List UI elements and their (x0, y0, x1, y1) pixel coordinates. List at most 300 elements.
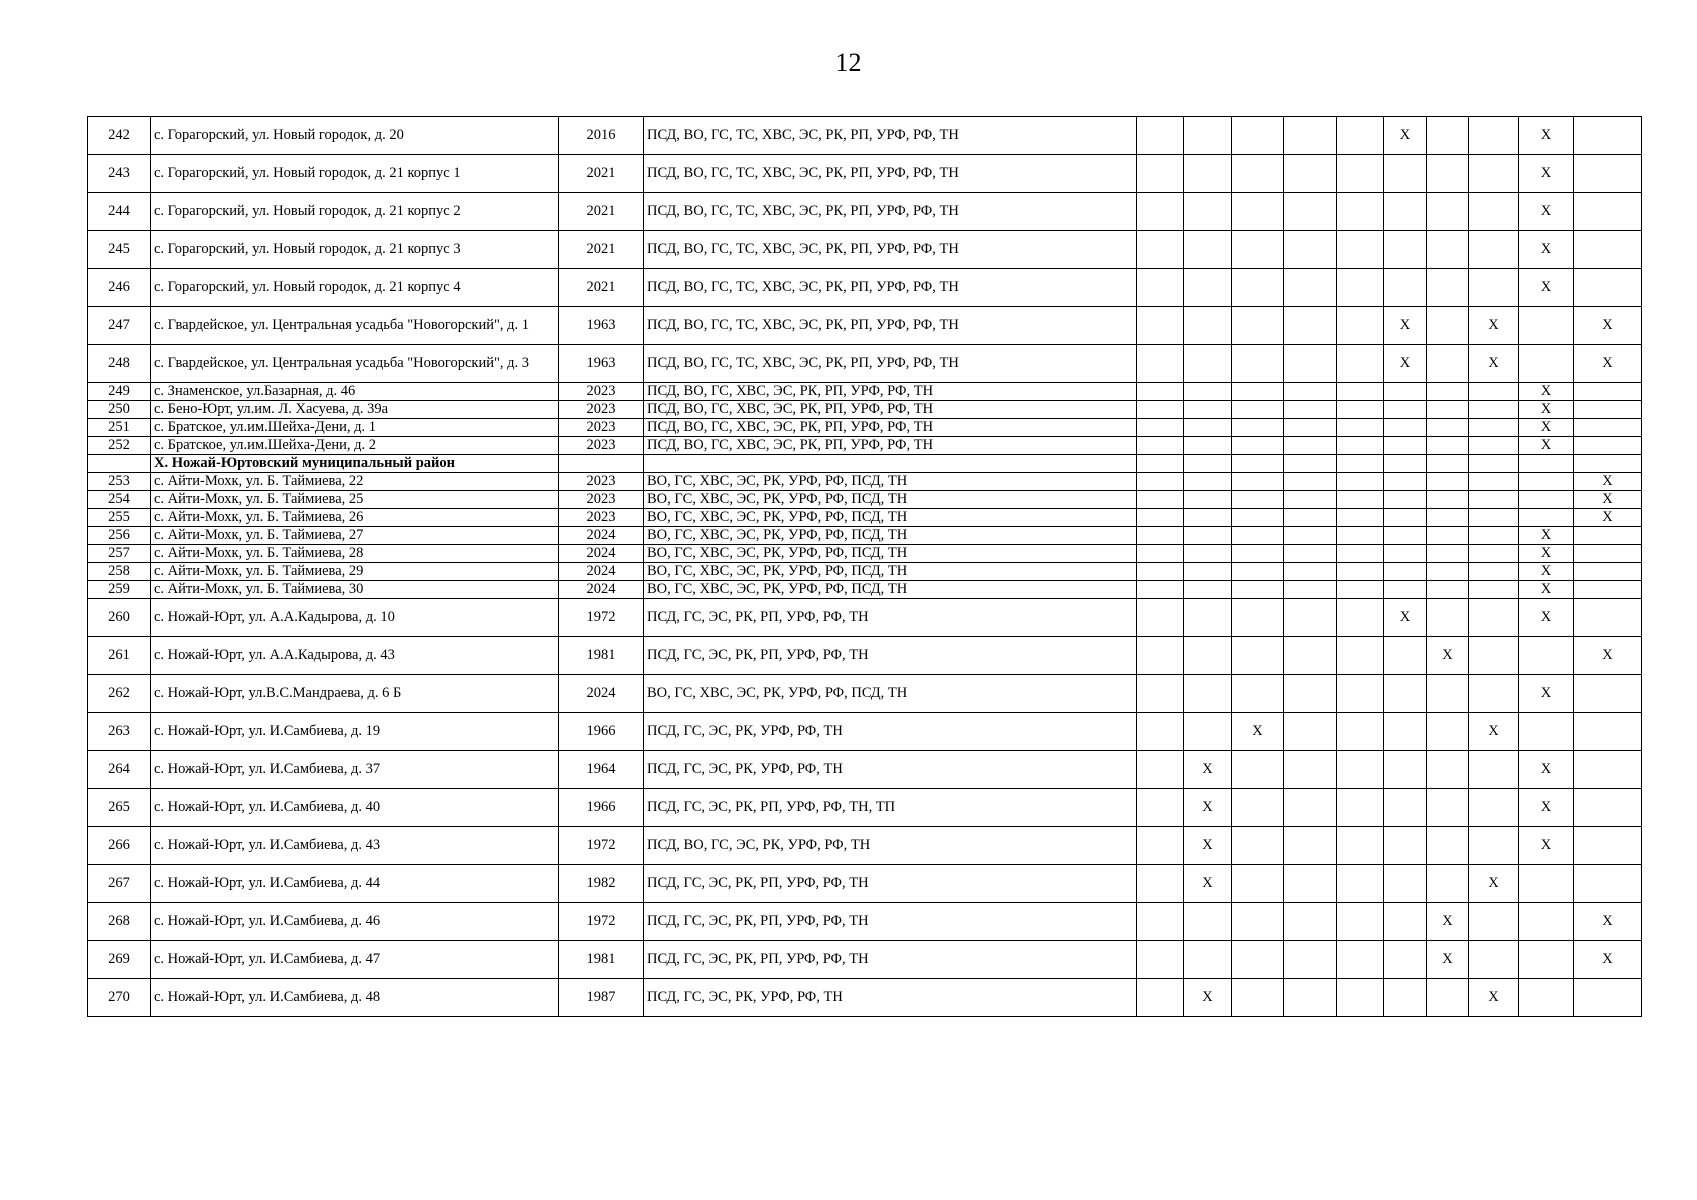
row-systems: ПСД, ГС, ЭС, РК, УРФ, РФ, ТН (644, 713, 1137, 751)
mark-cell-5 (1337, 269, 1384, 307)
mark-cell-4 (1284, 401, 1337, 419)
mark-cell-5 (1337, 545, 1384, 563)
table-row (88, 117, 1642, 155)
mark-cell-1 (1137, 563, 1184, 581)
mark-cell-10 (1574, 527, 1642, 545)
mark-cell-4 (1284, 789, 1337, 827)
section-num-cell (88, 455, 151, 473)
mark-cell-9: X (1519, 599, 1574, 637)
mark-cell-7: X (1427, 941, 1469, 979)
mark-cell-1 (1137, 473, 1184, 491)
mark-cell-10 (1574, 599, 1642, 637)
mark-cell-4 (1284, 383, 1337, 401)
section-empty-cell (559, 455, 644, 473)
mark-cell-9 (1519, 903, 1574, 941)
row-year: 1963 (559, 345, 644, 383)
section-empty-cell (1337, 455, 1384, 473)
mark-cell-9 (1519, 865, 1574, 903)
table-row (88, 903, 1642, 941)
row-year: 1972 (559, 903, 644, 941)
mark-cell-7 (1427, 231, 1469, 269)
row-number: 253 (88, 473, 151, 491)
row-number: 252 (88, 437, 151, 455)
row-systems: ПСД, ВО, ГС, ХВС, ЭС, РК, РП, УРФ, РФ, ТН (644, 383, 1137, 401)
mark-cell-4 (1284, 491, 1337, 509)
row-systems: ПСД, ВО, ГС, ТС, ХВС, ЭС, РК, РП, УРФ, РФ, ТН (644, 307, 1137, 345)
mark-cell-7 (1427, 419, 1469, 437)
page-number: 12 (835, 48, 862, 77)
mark-cell-10 (1574, 563, 1642, 581)
mark-cell-3 (1232, 751, 1284, 789)
row-year: 2021 (559, 155, 644, 193)
mark-cell-9: X (1519, 401, 1574, 419)
mark-cell-6: X (1384, 599, 1427, 637)
row-number: 258 (88, 563, 151, 581)
row-year: 2021 (559, 269, 644, 307)
row-year: 2021 (559, 193, 644, 231)
mark-cell-9: X (1519, 675, 1574, 713)
mark-cell-10: X (1574, 491, 1642, 509)
mark-cell-5 (1337, 581, 1384, 599)
mark-cell-10 (1574, 713, 1642, 751)
housing-registry-table (87, 116, 1642, 1017)
mark-cell-10 (1574, 581, 1642, 599)
mark-cell-7 (1427, 527, 1469, 545)
row-year: 1963 (559, 307, 644, 345)
mark-cell-7 (1427, 401, 1469, 419)
row-number: 261 (88, 637, 151, 675)
mark-cell-1 (1137, 903, 1184, 941)
mark-cell-6 (1384, 509, 1427, 527)
row-systems: ВО, ГС, ХВС, ЭС, РК, УРФ, РФ, ПСД, ТН (644, 545, 1137, 563)
mark-cell-2 (1184, 155, 1232, 193)
mark-cell-4 (1284, 675, 1337, 713)
row-number: 244 (88, 193, 151, 231)
mark-cell-5 (1337, 527, 1384, 545)
mark-cell-3 (1232, 827, 1284, 865)
row-year: 2024 (559, 581, 644, 599)
row-systems: ВО, ГС, ХВС, ЭС, РК, УРФ, РФ, ПСД, ТН (644, 491, 1137, 509)
row-systems: ПСД, ВО, ГС, ТС, ХВС, ЭС, РК, РП, УРФ, РФ, ТН (644, 155, 1137, 193)
row-address: с. Ножай-Юрт, ул. И.Самбиева, д. 44 (151, 865, 559, 903)
row-address: с. Ножай-Юрт, ул. И.Самбиева, д. 48 (151, 979, 559, 1017)
mark-cell-4 (1284, 307, 1337, 345)
mark-cell-10 (1574, 117, 1642, 155)
mark-cell-5 (1337, 401, 1384, 419)
mark-cell-9 (1519, 713, 1574, 751)
mark-cell-1 (1137, 979, 1184, 1017)
mark-cell-7 (1427, 345, 1469, 383)
mark-cell-8 (1469, 827, 1519, 865)
mark-cell-5 (1337, 509, 1384, 527)
row-address: с. Ножай-Юрт, ул. А.А.Кадырова, д. 10 (151, 599, 559, 637)
mark-cell-4 (1284, 509, 1337, 527)
mark-cell-4 (1284, 345, 1337, 383)
section-row (88, 455, 1642, 473)
mark-cell-10 (1574, 865, 1642, 903)
mark-cell-8 (1469, 545, 1519, 563)
row-address: с. Гвардейское, ул. Центральная усадьба "Новогорский", д. 1 (151, 307, 559, 345)
mark-cell-1 (1137, 827, 1184, 865)
mark-cell-10: X (1574, 941, 1642, 979)
mark-cell-1 (1137, 941, 1184, 979)
row-year: 2024 (559, 527, 644, 545)
mark-cell-7 (1427, 865, 1469, 903)
mark-cell-1 (1137, 581, 1184, 599)
row-systems: ВО, ГС, ХВС, ЭС, РК, УРФ, РФ, ПСД, ТН (644, 675, 1137, 713)
mark-cell-7 (1427, 383, 1469, 401)
mark-cell-4 (1284, 563, 1337, 581)
mark-cell-5 (1337, 941, 1384, 979)
mark-cell-8 (1469, 751, 1519, 789)
mark-cell-3 (1232, 491, 1284, 509)
mark-cell-10 (1574, 155, 1642, 193)
mark-cell-2 (1184, 345, 1232, 383)
mark-cell-8 (1469, 401, 1519, 419)
mark-cell-6 (1384, 903, 1427, 941)
mark-cell-6 (1384, 865, 1427, 903)
mark-cell-5 (1337, 345, 1384, 383)
mark-cell-9 (1519, 473, 1574, 491)
section-empty-cell (1519, 455, 1574, 473)
mark-cell-2: X (1184, 789, 1232, 827)
row-year: 2023 (559, 509, 644, 527)
mark-cell-3 (1232, 419, 1284, 437)
mark-cell-5 (1337, 675, 1384, 713)
row-year: 1966 (559, 713, 644, 751)
mark-cell-7 (1427, 581, 1469, 599)
mark-cell-10: X (1574, 637, 1642, 675)
mark-cell-6 (1384, 231, 1427, 269)
mark-cell-9: X (1519, 581, 1574, 599)
mark-cell-3 (1232, 599, 1284, 637)
row-year: 1972 (559, 827, 644, 865)
mark-cell-1 (1137, 437, 1184, 455)
row-address: с. Горагорский, ул. Новый городок, д. 21 корпус 2 (151, 193, 559, 231)
row-number: 248 (88, 345, 151, 383)
mark-cell-6 (1384, 155, 1427, 193)
mark-cell-4 (1284, 155, 1337, 193)
row-systems: ПСД, ГС, ЭС, РК, РП, УРФ, РФ, ТН (644, 903, 1137, 941)
mark-cell-5 (1337, 979, 1384, 1017)
row-number: 256 (88, 527, 151, 545)
row-number: 263 (88, 713, 151, 751)
mark-cell-10 (1574, 419, 1642, 437)
row-year: 2023 (559, 383, 644, 401)
mark-cell-1 (1137, 155, 1184, 193)
row-year: 2021 (559, 231, 644, 269)
mark-cell-5 (1337, 713, 1384, 751)
row-year: 2023 (559, 437, 644, 455)
mark-cell-9 (1519, 307, 1574, 345)
mark-cell-3 (1232, 193, 1284, 231)
section-empty-cell (1574, 455, 1642, 473)
mark-cell-10 (1574, 401, 1642, 419)
row-number: 255 (88, 509, 151, 527)
row-year: 1987 (559, 979, 644, 1017)
mark-cell-10: X (1574, 903, 1642, 941)
mark-cell-2 (1184, 401, 1232, 419)
table-row (88, 865, 1642, 903)
row-systems: ПСД, ГС, ЭС, РК, РП, УРФ, РФ, ТН (644, 599, 1137, 637)
mark-cell-2 (1184, 581, 1232, 599)
mark-cell-5 (1337, 473, 1384, 491)
section-empty-cell (1427, 455, 1469, 473)
row-number: 266 (88, 827, 151, 865)
mark-cell-9 (1519, 345, 1574, 383)
mark-cell-4 (1284, 117, 1337, 155)
mark-cell-3 (1232, 563, 1284, 581)
mark-cell-8 (1469, 117, 1519, 155)
row-number: 251 (88, 419, 151, 437)
mark-cell-4 (1284, 979, 1337, 1017)
mark-cell-8 (1469, 637, 1519, 675)
mark-cell-5 (1337, 865, 1384, 903)
mark-cell-3 (1232, 117, 1284, 155)
mark-cell-6 (1384, 581, 1427, 599)
mark-cell-4 (1284, 269, 1337, 307)
mark-cell-2 (1184, 527, 1232, 545)
row-year: 1966 (559, 789, 644, 827)
row-address: с. Ножай-Юрт, ул. И.Самбиева, д. 46 (151, 903, 559, 941)
row-address: с. Горагорский, ул. Новый городок, д. 21 корпус 1 (151, 155, 559, 193)
mark-cell-8 (1469, 903, 1519, 941)
mark-cell-8 (1469, 581, 1519, 599)
mark-cell-9 (1519, 637, 1574, 675)
mark-cell-3 (1232, 473, 1284, 491)
mark-cell-2 (1184, 383, 1232, 401)
mark-cell-5 (1337, 307, 1384, 345)
mark-cell-5 (1337, 231, 1384, 269)
mark-cell-3 (1232, 437, 1284, 455)
mark-cell-1 (1137, 751, 1184, 789)
mark-cell-8: X (1469, 979, 1519, 1017)
mark-cell-3 (1232, 345, 1284, 383)
mark-cell-2 (1184, 307, 1232, 345)
mark-cell-5 (1337, 491, 1384, 509)
row-address: с. Горагорский, ул. Новый городок, д. 21 корпус 3 (151, 231, 559, 269)
row-address: с. Ножай-Юрт, ул. И.Самбиева, д. 19 (151, 713, 559, 751)
mark-cell-9: X (1519, 193, 1574, 231)
row-year: 2024 (559, 675, 644, 713)
mark-cell-2 (1184, 545, 1232, 563)
table-row (88, 545, 1642, 563)
table-row (88, 827, 1642, 865)
row-year: 2023 (559, 473, 644, 491)
mark-cell-9 (1519, 509, 1574, 527)
row-year: 1964 (559, 751, 644, 789)
mark-cell-2 (1184, 903, 1232, 941)
section-empty-cell (644, 455, 1137, 473)
mark-cell-7: X (1427, 637, 1469, 675)
mark-cell-3 (1232, 789, 1284, 827)
row-address: с. Бено-Юрт, ул.им. Л. Хасуева, д. 39а (151, 401, 559, 419)
mark-cell-1 (1137, 527, 1184, 545)
mark-cell-1 (1137, 509, 1184, 527)
mark-cell-6 (1384, 941, 1427, 979)
row-address: с. Ножай-Юрт, ул. А.А.Кадырова, д. 43 (151, 637, 559, 675)
mark-cell-2 (1184, 473, 1232, 491)
mark-cell-3: X (1232, 713, 1284, 751)
mark-cell-7 (1427, 491, 1469, 509)
row-systems: ПСД, ВО, ГС, ХВС, ЭС, РК, РП, УРФ, РФ, ТН (644, 419, 1137, 437)
table-row (88, 509, 1642, 527)
mark-cell-1 (1137, 269, 1184, 307)
mark-cell-9: X (1519, 269, 1574, 307)
mark-cell-5 (1337, 437, 1384, 455)
mark-cell-4 (1284, 545, 1337, 563)
mark-cell-6 (1384, 713, 1427, 751)
mark-cell-10: X (1574, 345, 1642, 383)
mark-cell-7 (1427, 307, 1469, 345)
section-empty-cell (1137, 455, 1184, 473)
mark-cell-9: X (1519, 383, 1574, 401)
row-address: с. Ножай-Юрт, ул. И.Самбиева, д. 43 (151, 827, 559, 865)
mark-cell-5 (1337, 637, 1384, 675)
row-number: 265 (88, 789, 151, 827)
row-systems: ПСД, ВО, ГС, ТС, ХВС, ЭС, РК, РП, УРФ, РФ, ТН (644, 345, 1137, 383)
mark-cell-8 (1469, 437, 1519, 455)
mark-cell-1 (1137, 117, 1184, 155)
row-number: 249 (88, 383, 151, 401)
mark-cell-2: X (1184, 865, 1232, 903)
mark-cell-4 (1284, 581, 1337, 599)
mark-cell-4 (1284, 193, 1337, 231)
mark-cell-10 (1574, 545, 1642, 563)
mark-cell-3 (1232, 941, 1284, 979)
mark-cell-8 (1469, 193, 1519, 231)
row-address: с. Айти-Мохк, ул. Б. Таймиева, 29 (151, 563, 559, 581)
mark-cell-3 (1232, 231, 1284, 269)
mark-cell-9 (1519, 941, 1574, 979)
table-row (88, 563, 1642, 581)
mark-cell-4 (1284, 419, 1337, 437)
row-number: 250 (88, 401, 151, 419)
mark-cell-8 (1469, 527, 1519, 545)
row-address: с. Горагорский, ул. Новый городок, д. 20 (151, 117, 559, 155)
table-row (88, 599, 1642, 637)
row-number: 270 (88, 979, 151, 1017)
mark-cell-3 (1232, 509, 1284, 527)
mark-cell-10 (1574, 827, 1642, 865)
mark-cell-1 (1137, 419, 1184, 437)
mark-cell-10 (1574, 383, 1642, 401)
mark-cell-6 (1384, 563, 1427, 581)
mark-cell-2 (1184, 437, 1232, 455)
row-address: с. Горагорский, ул. Новый городок, д. 21 корпус 4 (151, 269, 559, 307)
row-number: 269 (88, 941, 151, 979)
table-row (88, 155, 1642, 193)
row-year: 2023 (559, 419, 644, 437)
mark-cell-9: X (1519, 527, 1574, 545)
row-systems: ПСД, ВО, ГС, ТС, ХВС, ЭС, РК, РП, УРФ, РФ, ТН (644, 269, 1137, 307)
row-systems: ПСД, ГС, ЭС, РК, УРФ, РФ, ТН (644, 751, 1137, 789)
mark-cell-3 (1232, 545, 1284, 563)
mark-cell-3 (1232, 581, 1284, 599)
table-row (88, 231, 1642, 269)
mark-cell-5 (1337, 751, 1384, 789)
row-year: 2023 (559, 491, 644, 509)
mark-cell-3 (1232, 979, 1284, 1017)
mark-cell-1 (1137, 599, 1184, 637)
section-title: X. Ножай-Юртовский муниципальный район (151, 455, 559, 473)
mark-cell-1 (1137, 545, 1184, 563)
table-row (88, 437, 1642, 455)
row-number: 247 (88, 307, 151, 345)
mark-cell-2 (1184, 637, 1232, 675)
row-address: с. Ножай-Юрт, ул. И.Самбиева, д. 47 (151, 941, 559, 979)
mark-cell-9 (1519, 491, 1574, 509)
table-row (88, 713, 1642, 751)
row-year: 1981 (559, 637, 644, 675)
mark-cell-3 (1232, 865, 1284, 903)
mark-cell-7 (1427, 545, 1469, 563)
mark-cell-5 (1337, 903, 1384, 941)
row-systems: ПСД, ВО, ГС, ТС, ХВС, ЭС, РК, РП, УРФ, РФ, ТН (644, 117, 1137, 155)
row-systems: ПСД, ГС, ЭС, РК, РП, УРФ, РФ, ТН, ТП (644, 789, 1137, 827)
mark-cell-1 (1137, 637, 1184, 675)
mark-cell-6 (1384, 637, 1427, 675)
row-systems: ПСД, ВО, ГС, ТС, ХВС, ЭС, РК, РП, УРФ, РФ, ТН (644, 231, 1137, 269)
mark-cell-3 (1232, 383, 1284, 401)
mark-cell-5 (1337, 419, 1384, 437)
mark-cell-3 (1232, 637, 1284, 675)
row-year: 1972 (559, 599, 644, 637)
table-row (88, 789, 1642, 827)
mark-cell-4 (1284, 527, 1337, 545)
mark-cell-8 (1469, 269, 1519, 307)
mark-cell-9: X (1519, 419, 1574, 437)
mark-cell-4 (1284, 865, 1337, 903)
row-systems: ПСД, ВО, ГС, ТС, ХВС, ЭС, РК, РП, УРФ, РФ, ТН (644, 193, 1137, 231)
mark-cell-10 (1574, 193, 1642, 231)
mark-cell-8 (1469, 231, 1519, 269)
row-number: 257 (88, 545, 151, 563)
mark-cell-3 (1232, 307, 1284, 345)
mark-cell-5 (1337, 117, 1384, 155)
mark-cell-4 (1284, 437, 1337, 455)
table-row (88, 675, 1642, 713)
mark-cell-9: X (1519, 545, 1574, 563)
mark-cell-3 (1232, 401, 1284, 419)
row-systems: ПСД, ВО, ГС, ХВС, ЭС, РК, РП, УРФ, РФ, ТН (644, 401, 1137, 419)
mark-cell-6 (1384, 193, 1427, 231)
mark-cell-1 (1137, 865, 1184, 903)
mark-cell-1 (1137, 491, 1184, 509)
mark-cell-6: X (1384, 345, 1427, 383)
mark-cell-6 (1384, 979, 1427, 1017)
mark-cell-8: X (1469, 307, 1519, 345)
mark-cell-9: X (1519, 789, 1574, 827)
row-number: 259 (88, 581, 151, 599)
mark-cell-4 (1284, 827, 1337, 865)
mark-cell-8 (1469, 491, 1519, 509)
table-row (88, 491, 1642, 509)
mark-cell-5 (1337, 789, 1384, 827)
mark-cell-1 (1137, 345, 1184, 383)
mark-cell-7 (1427, 675, 1469, 713)
mark-cell-2 (1184, 491, 1232, 509)
mark-cell-2 (1184, 563, 1232, 581)
mark-cell-1 (1137, 231, 1184, 269)
row-year: 2024 (559, 545, 644, 563)
section-empty-cell (1384, 455, 1427, 473)
section-empty-cell (1184, 455, 1232, 473)
row-systems: ВО, ГС, ХВС, ЭС, РК, УРФ, РФ, ПСД, ТН (644, 509, 1137, 527)
mark-cell-2 (1184, 117, 1232, 155)
section-empty-cell (1284, 455, 1337, 473)
row-number: 267 (88, 865, 151, 903)
